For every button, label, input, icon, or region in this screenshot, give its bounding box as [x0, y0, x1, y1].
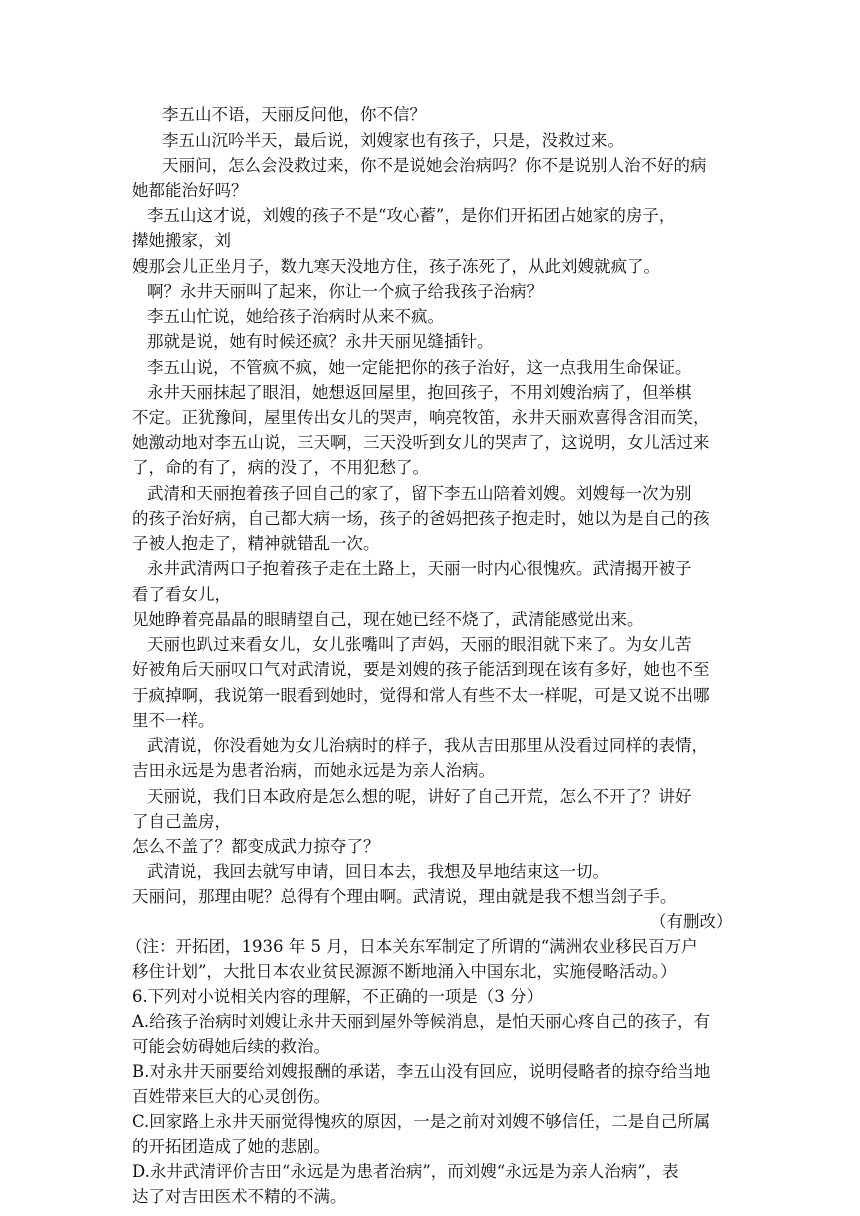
text-line: 吉田永远是为患者治病，而她永远是为亲人治病。	[132, 761, 495, 780]
text-line: 天丽问，怎么会没救过来，你不是说她会治病吗？你不是说别人治不好的病	[162, 156, 707, 175]
text-line: 啊？永井天丽叫了起来，你让一个疯子给我孩子治病？	[147, 282, 543, 301]
text-line: 看了看女儿，	[132, 585, 231, 604]
text-line: 李五山沉吟半天，最后说，刘嫂家也有孩子，只是，没救过来。	[162, 131, 624, 150]
text-line: 她激动地对李五山说，三天啊，三天没听到女儿的哭声了，这说明，女儿活过来	[132, 433, 710, 452]
text-line: 了自己盖房，	[132, 812, 231, 831]
text-line: 武清和天丽抱着孩子回自己的家了，留下李五山陪着刘嫂。刘嫂每一次为别	[147, 484, 692, 503]
text-line: 于疯掉啊，我说第一眼看到她时，觉得和常人有些不太一样呢，可是又说不出哪	[132, 686, 710, 705]
text-line: 撵她搬家，刘	[132, 231, 231, 250]
deletion-note: （有删改）	[650, 912, 733, 931]
text-line: 嫂那会儿正坐月子，数九寒天没地方住，孩子冻死了，从此刘嫂就疯了。	[132, 257, 660, 276]
question-stem: 6.下列对小说相关内容的理解，不正确的一项是（3 分）	[132, 987, 543, 1006]
footnote-line: 移住计划”，大批日本农业贫民源源不断地涌入中国东北，实施侵略活动。）	[132, 962, 677, 981]
text-line: 的孩子治好病，自己都大病一场，孩子的爸妈把孩子抱走时，她以为是自己的孩	[132, 509, 710, 528]
text-line: 天丽说，我们日本政府是怎么想的呢，讲好了自己开荒，怎么不开了？讲好	[147, 787, 692, 806]
option-b-cont: 百姓带来巨大的心灵创伤。	[132, 1087, 330, 1106]
option-a: A.给孩子治病时刘嫂让永井天丽到屋外等候消息，是怕天丽心疼自己的孩子，有	[132, 1012, 711, 1031]
option-c: C.回家路上永井天丽觉得愧疚的原因，一是之前对刘嫂不够信任，二是自己所属	[132, 1112, 711, 1131]
text-line: 李五山不语，天丽反问他，你不信？	[162, 105, 426, 124]
text-line: 好被角后天丽叹口气对武清说，要是刘嫂的孩子能活到现在该有多好，她也不至	[132, 660, 710, 679]
text-line: 永井天丽抹起了眼泪，她想返回屋里，抱回孩子，不用刘嫂治病了，但举棋	[147, 383, 692, 402]
option-b: B.对永井天丽要给刘嫂报酬的承诺，李五山没有回应，说明侵略者的掠夺给当地	[132, 1062, 711, 1081]
text-line: 天丽也趴过来看女儿，女儿张嘴叫了声妈，天丽的眼泪就下来了。为女儿苦	[147, 635, 692, 654]
text-line: 李五山忙说，她给孩子治病时从来不疯。	[147, 307, 444, 326]
text-line: 里不一样。	[132, 711, 215, 730]
text-line: 武清说，我回去就写申请，回日本去，我想及早地结束这一切。	[147, 862, 609, 881]
text-line: 不定。正犹豫间，屋里传出女儿的哭声，响亮牧笛，永井天丽欢喜得含泪而笑，	[132, 408, 710, 427]
text-line: 李五山说，不管疯不疯，她一定能把你的孩子治好，这一点我用生命保证。	[147, 358, 692, 377]
text-line: 见她睁着亮晶晶的眼睛望自己，现在她已经不烧了，武清能感觉出来。	[132, 610, 644, 629]
text-line: 李五山这才说，刘嫂的孩子不是“攻心蓄”，是你们开拓团占她家的房子，	[147, 206, 676, 225]
text-line: 那就是说，她有时候还疯？永井天丽见缝插针。	[147, 332, 494, 351]
text-line: 怎么不盖了？都变成武力掠夺了？	[132, 837, 380, 856]
text-line: 永井武清两口子抱着孩子走在土路上，天丽一时内心很愧疚。武清揭开被子	[147, 559, 692, 578]
option-d-cont: 达了对吉田医术不精的不满。	[132, 1187, 347, 1206]
option-a-cont: 可能会妨碍她后续的救治。	[132, 1037, 330, 1056]
option-d: D.永井武清评价吉田“永远是为患者治病”，而刘嫂“永远是为亲人治病”，表	[132, 1162, 679, 1181]
text-line: 了，命的有了，病的没了，不用犯愁了。	[132, 458, 429, 477]
footnote-line: （注：开拓团，1936 年 5 月，日本关东军制定了所谓的“满洲农业移民百万户	[126, 937, 698, 956]
text-line: 她都能治好吗？	[132, 181, 248, 200]
text-line: 子被人抱走了，精神就错乱一次。	[132, 534, 380, 553]
option-c-cont: 的开拓团造成了她的悲剧。	[132, 1137, 330, 1156]
text-line: 天丽问，那理由呢？总得有个理由啊。武清说，理由就是我不想当刽子手。	[132, 887, 677, 906]
text-line: 武清说，你没看她为女儿治病时的样子，我从吉田那里从没看过同样的表情，	[147, 736, 708, 755]
